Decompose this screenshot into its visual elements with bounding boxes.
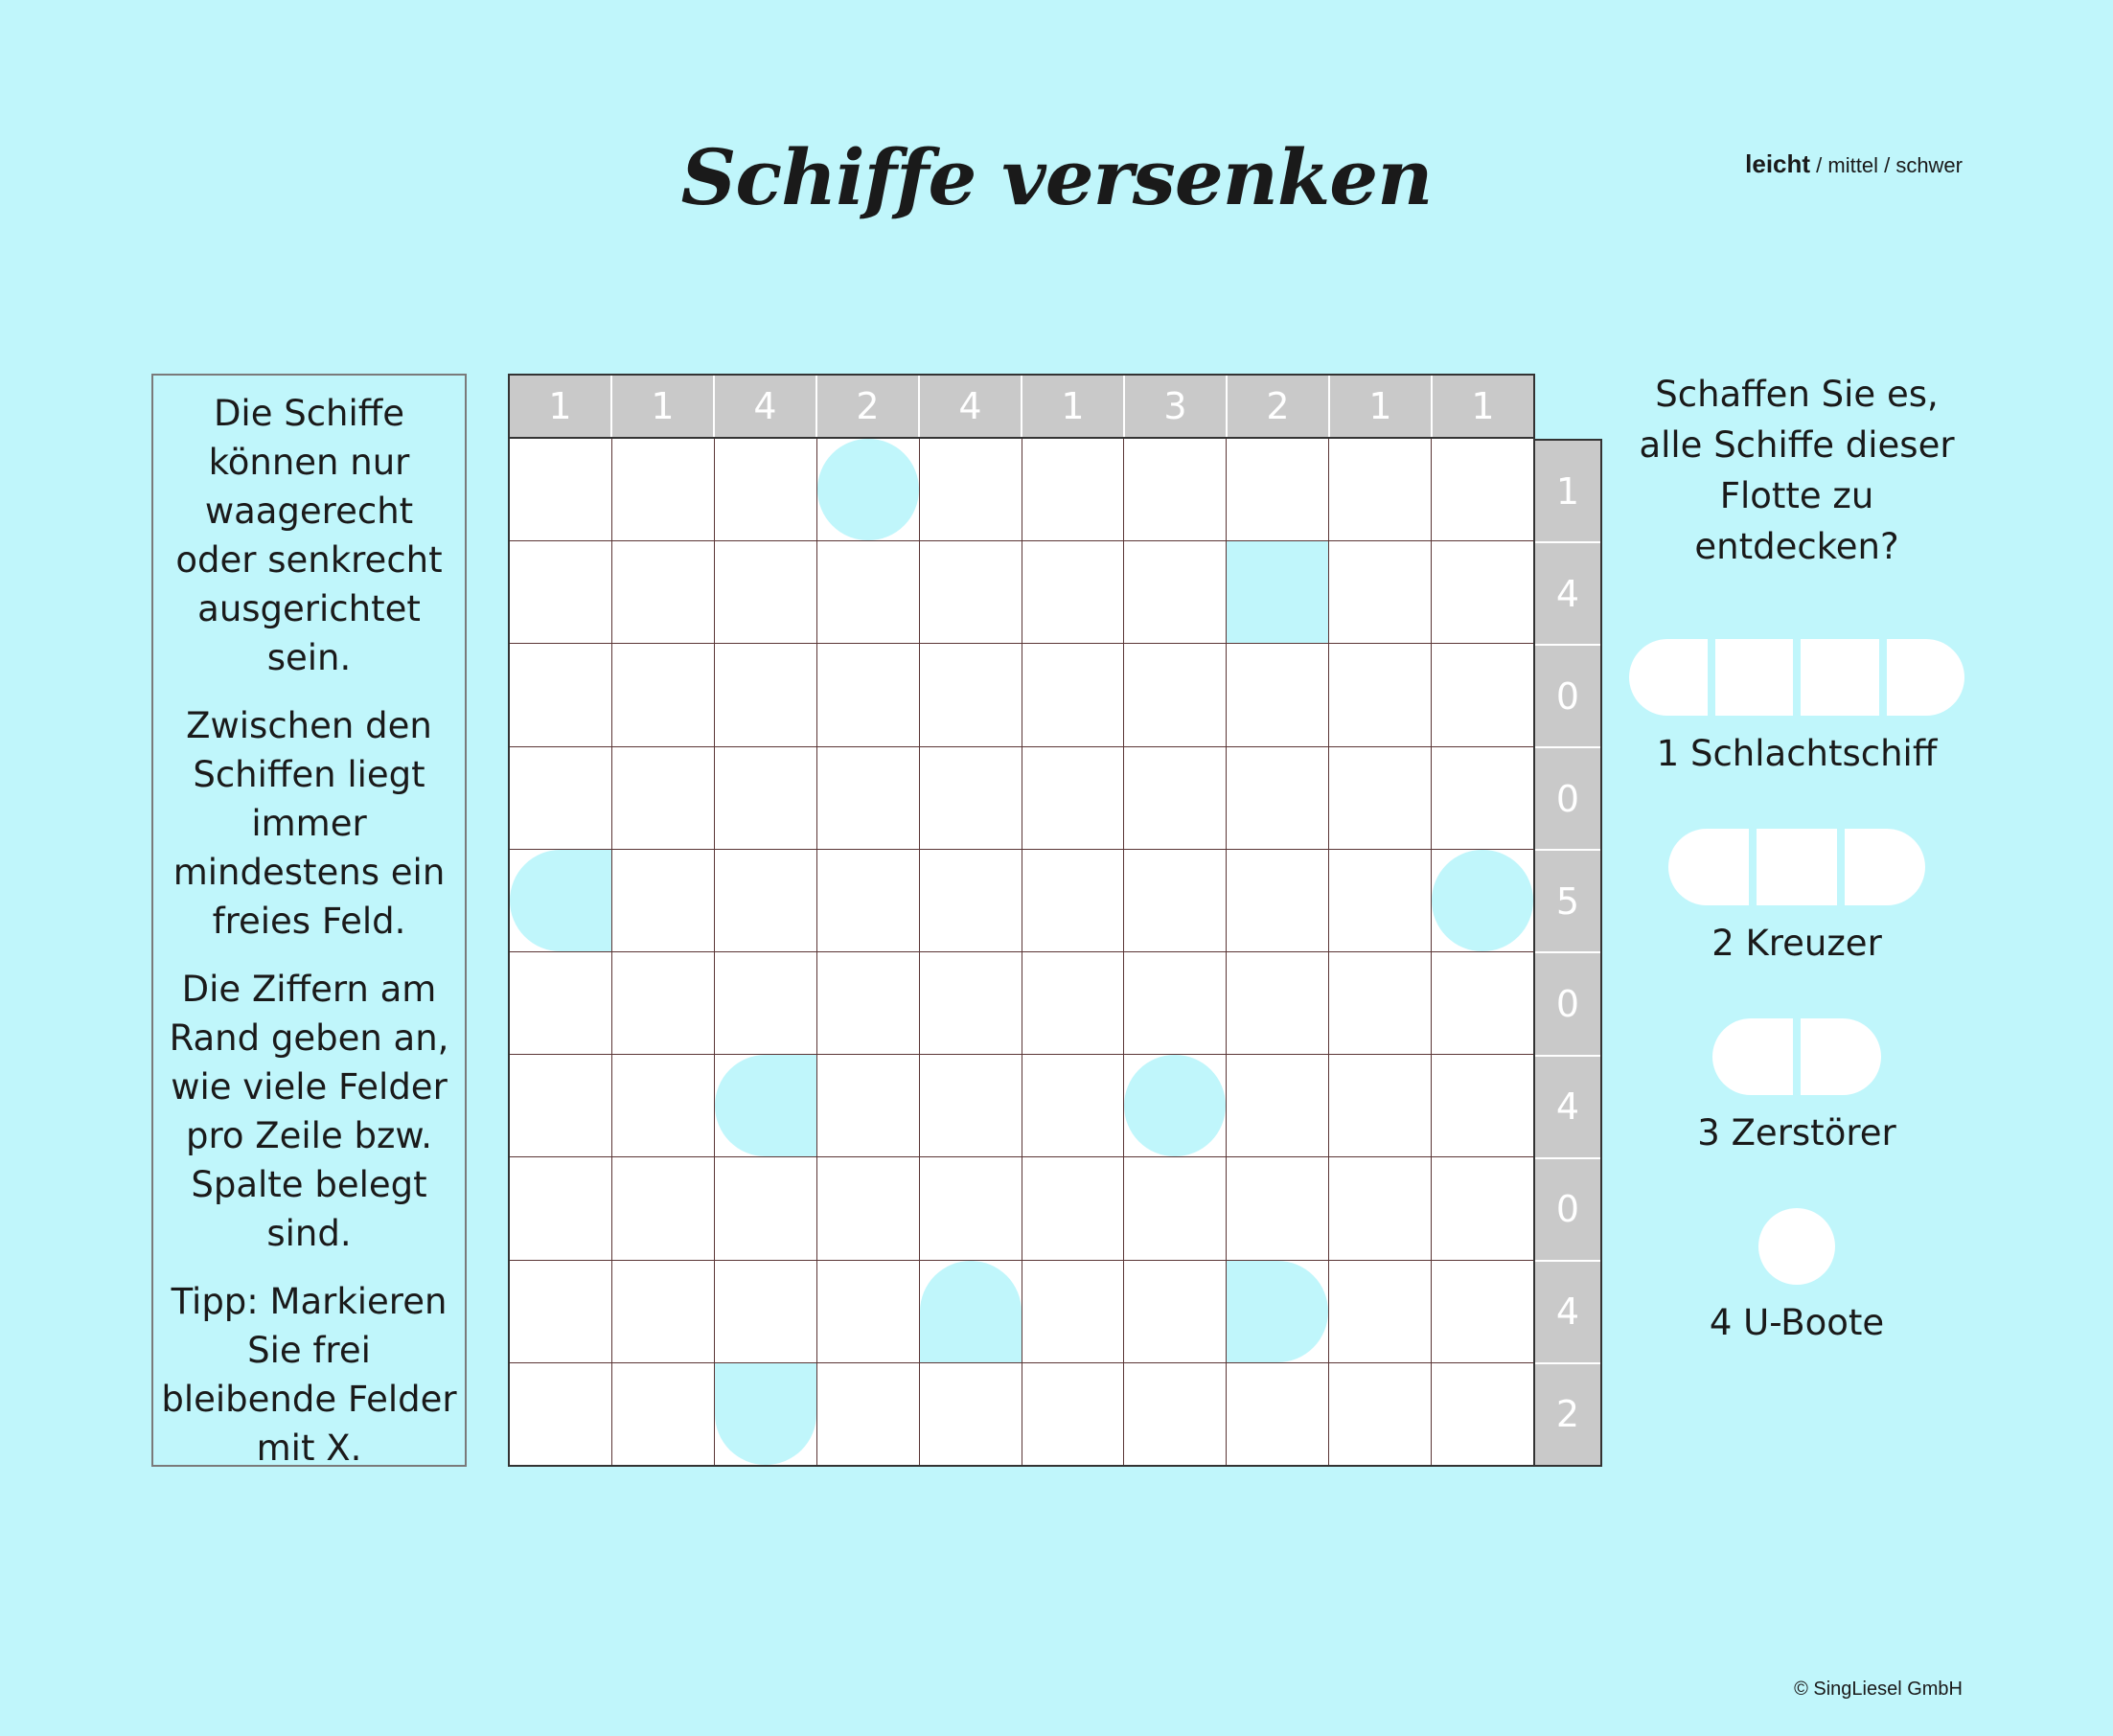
column-clue: 3 bbox=[1125, 376, 1228, 437]
page-title: Schiffe versenken bbox=[680, 132, 1433, 222]
grid-cell[interactable] bbox=[715, 439, 816, 540]
ship-icon bbox=[1629, 1018, 1964, 1095]
grid-cell[interactable] bbox=[1329, 1261, 1431, 1362]
grid-cell[interactable] bbox=[510, 439, 611, 540]
grid-cell[interactable] bbox=[612, 1055, 714, 1156]
grid-cell[interactable] bbox=[817, 952, 919, 1054]
row-clue: 4 bbox=[1535, 1262, 1600, 1364]
ship-segment bbox=[1801, 639, 1879, 716]
grid-cell[interactable] bbox=[1022, 850, 1124, 951]
grid-cell[interactable] bbox=[612, 541, 714, 643]
ship-segment bbox=[1845, 829, 1925, 905]
fleet-prompt: Schaffen Sie es, alle Schiffe dieser Flotte zu entdecken? bbox=[1639, 374, 1955, 567]
grid-cell[interactable] bbox=[817, 1363, 919, 1465]
difficulty-selector bbox=[1745, 149, 1963, 179]
grid-cell[interactable] bbox=[1432, 952, 1533, 1054]
fleet-item bbox=[1629, 639, 1964, 829]
grid-cell[interactable] bbox=[715, 952, 816, 1054]
grid-cell[interactable] bbox=[817, 644, 919, 745]
grid-cell[interactable] bbox=[612, 1363, 714, 1465]
grid-cell[interactable] bbox=[715, 1055, 816, 1156]
row-clue: 0 bbox=[1535, 748, 1600, 851]
grid-cell[interactable] bbox=[1124, 541, 1226, 643]
grid-cell[interactable] bbox=[1227, 644, 1328, 745]
ship-segment bbox=[1887, 639, 1965, 716]
column-clue: 1 bbox=[612, 376, 715, 437]
grid-cell[interactable] bbox=[817, 541, 919, 643]
ship-segment-sub-icon bbox=[1124, 1055, 1226, 1156]
grid-cell[interactable] bbox=[920, 541, 1022, 643]
grid-cell[interactable] bbox=[612, 1157, 714, 1259]
rule-text: Die Schiffe können nur waagerecht oder senkrecht ausgerichtet sein. bbox=[175, 393, 443, 678]
grid-cell[interactable] bbox=[715, 747, 816, 849]
grid-cell[interactable] bbox=[1124, 952, 1226, 1054]
grid-cell[interactable] bbox=[920, 1363, 1022, 1465]
difficulty-easy[interactable]: leicht bbox=[1745, 149, 1811, 178]
fleet-label: 2 Kreuzer bbox=[1711, 923, 1882, 964]
row-clues bbox=[1535, 439, 1602, 1467]
grid-cell[interactable] bbox=[920, 952, 1022, 1054]
grid-cell[interactable] bbox=[1432, 644, 1533, 745]
grid-cell[interactable] bbox=[1022, 1157, 1124, 1259]
row-clue: 2 bbox=[1555, 1393, 1580, 1436]
fleet-label: 3 Zerstörer bbox=[1697, 1112, 1896, 1154]
grid-cell[interactable] bbox=[1227, 1363, 1328, 1465]
ship-segment-right-icon bbox=[1227, 1261, 1328, 1362]
row-clue: 0 bbox=[1535, 953, 1600, 1056]
grid-cell[interactable] bbox=[612, 952, 714, 1054]
grid-cell[interactable] bbox=[1432, 439, 1533, 540]
grid-cell[interactable] bbox=[1124, 747, 1226, 849]
column-clue: 2 bbox=[817, 376, 920, 437]
difficulty-separator: / bbox=[1810, 153, 1828, 177]
ship-segment bbox=[1715, 639, 1794, 716]
grid-cell[interactable] bbox=[510, 1261, 611, 1362]
grid-cell[interactable] bbox=[612, 439, 714, 540]
ship-segment bbox=[1801, 1018, 1881, 1095]
grid-cell[interactable] bbox=[920, 1157, 1022, 1259]
difficulty-separator: / bbox=[1877, 153, 1896, 177]
rule-text: Tipp: Markieren Sie frei bleibende Felder mit X. bbox=[161, 1281, 457, 1469]
grid-cell[interactable] bbox=[1227, 1055, 1328, 1156]
ship-segment bbox=[1668, 829, 1749, 905]
grid-cell[interactable] bbox=[1432, 1055, 1533, 1156]
copyright: © SingLiesel GmbH bbox=[1794, 1679, 1963, 1700]
puzzle-grid bbox=[508, 439, 1535, 1467]
grid-cell[interactable] bbox=[1329, 1055, 1431, 1156]
grid-cell[interactable] bbox=[1432, 541, 1533, 643]
fleet-label: 4 U-Boote bbox=[1709, 1302, 1885, 1343]
grid-cell[interactable] bbox=[817, 747, 919, 849]
grid-cell[interactable] bbox=[510, 747, 611, 849]
grid-cell[interactable] bbox=[1432, 1363, 1533, 1465]
difficulty-hard[interactable]: schwer bbox=[1895, 153, 1963, 177]
grid-cell[interactable] bbox=[1329, 1363, 1431, 1465]
grid-cell[interactable] bbox=[1227, 747, 1328, 849]
fleet-label: 1 Schlachtschiff bbox=[1656, 733, 1938, 774]
grid-cell[interactable] bbox=[1329, 952, 1431, 1054]
grid-cell[interactable] bbox=[715, 1363, 816, 1465]
column-clue: 1 bbox=[1471, 385, 1495, 427]
grid-cell[interactable] bbox=[1022, 541, 1124, 643]
ship-segment-top-icon bbox=[920, 1261, 1022, 1362]
rules-panel bbox=[151, 374, 467, 1467]
grid-cell[interactable] bbox=[1227, 1261, 1328, 1362]
grid-cell[interactable] bbox=[920, 850, 1022, 951]
row-clue: 0 bbox=[1535, 1159, 1600, 1262]
grid-cell[interactable] bbox=[1022, 747, 1124, 849]
grid-cell[interactable] bbox=[1329, 747, 1431, 849]
grid-cell[interactable] bbox=[1329, 439, 1431, 540]
grid-cell[interactable] bbox=[612, 747, 714, 849]
grid-cell[interactable] bbox=[1432, 1261, 1533, 1362]
grid-cell[interactable] bbox=[1432, 747, 1533, 849]
rule-text: Zwischen den Schiffen liegt immer mindestens ein freies Feld. bbox=[172, 705, 446, 942]
grid-cell[interactable] bbox=[920, 747, 1022, 849]
grid-cell[interactable] bbox=[1022, 439, 1124, 540]
grid-cell[interactable] bbox=[1432, 1157, 1533, 1259]
ship-segment-bottom-icon bbox=[715, 1363, 816, 1465]
difficulty-medium[interactable]: mittel bbox=[1827, 153, 1878, 177]
column-clue: 1 bbox=[1022, 376, 1125, 437]
fleet-item bbox=[1629, 1208, 1964, 1398]
fleet-item bbox=[1629, 829, 1964, 1018]
ship-segment-sub-icon bbox=[1432, 850, 1533, 951]
grid-cell[interactable] bbox=[715, 644, 816, 745]
grid-cell[interactable] bbox=[1227, 952, 1328, 1054]
column-clue: 1 bbox=[510, 376, 612, 437]
column-clues bbox=[508, 374, 1535, 439]
grid-cell[interactable] bbox=[715, 850, 816, 951]
column-clue: 4 bbox=[920, 376, 1022, 437]
grid-cell[interactable] bbox=[510, 850, 611, 951]
grid-cell[interactable] bbox=[1124, 1157, 1226, 1259]
grid-cell[interactable] bbox=[1329, 541, 1431, 643]
column-clue: 2 bbox=[1228, 376, 1330, 437]
grid-cell[interactable] bbox=[510, 1157, 611, 1259]
fleet-item bbox=[1629, 1018, 1964, 1208]
grid-cell[interactable] bbox=[1124, 850, 1226, 951]
puzzle-board bbox=[508, 374, 1604, 1467]
ship-icon bbox=[1629, 1208, 1964, 1285]
grid-cell[interactable] bbox=[1227, 541, 1328, 643]
grid-cell[interactable] bbox=[1124, 1363, 1226, 1465]
grid-cell[interactable] bbox=[510, 541, 611, 643]
grid-cell[interactable] bbox=[1124, 644, 1226, 745]
grid-cell[interactable] bbox=[1227, 439, 1328, 540]
fleet-panel bbox=[1629, 369, 1964, 1398]
grid-cell[interactable] bbox=[715, 1157, 816, 1259]
column-clue: 4 bbox=[715, 376, 817, 437]
row-clue: 0 bbox=[1535, 646, 1600, 748]
grid-cell[interactable] bbox=[1329, 1157, 1431, 1259]
grid-cell[interactable] bbox=[920, 644, 1022, 745]
grid-cell[interactable] bbox=[920, 1261, 1022, 1362]
grid-cell[interactable] bbox=[1124, 439, 1226, 540]
grid-cell[interactable] bbox=[1022, 1055, 1124, 1156]
grid-cell[interactable] bbox=[817, 1157, 919, 1259]
grid-cell[interactable] bbox=[612, 1261, 714, 1362]
ship-segment-sub-icon bbox=[817, 439, 919, 540]
grid-cell[interactable] bbox=[715, 541, 816, 643]
grid-cell[interactable] bbox=[817, 850, 919, 951]
grid-cell[interactable] bbox=[1022, 1261, 1124, 1362]
column-clue: 1 bbox=[1330, 376, 1433, 437]
grid-cell[interactable] bbox=[1022, 644, 1124, 745]
grid-cell[interactable] bbox=[1329, 644, 1431, 745]
ship-segment-left-icon bbox=[715, 1055, 816, 1156]
row-clue: 4 bbox=[1535, 1057, 1600, 1159]
ship-icon bbox=[1629, 639, 1964, 716]
ship-segment bbox=[1712, 1018, 1793, 1095]
ship-segment-square-icon bbox=[1227, 541, 1328, 643]
row-clue: 1 bbox=[1535, 441, 1600, 543]
grid-cell[interactable] bbox=[510, 1363, 611, 1465]
grid-cell[interactable] bbox=[817, 439, 919, 540]
grid-cell[interactable] bbox=[1227, 1157, 1328, 1259]
ship-segment bbox=[1758, 1208, 1835, 1285]
grid-cell[interactable] bbox=[510, 644, 611, 745]
fleet-list bbox=[1629, 639, 1964, 1398]
row-clue: 5 bbox=[1535, 851, 1600, 953]
grid-cell[interactable] bbox=[1022, 952, 1124, 1054]
grid-cell[interactable] bbox=[1329, 850, 1431, 951]
rule-text: Die Ziffern am Rand geben an, wie viele Felder pro Zeile bzw. Spalte belegt sind. bbox=[169, 969, 449, 1254]
grid-cell[interactable] bbox=[510, 952, 611, 1054]
grid-cell[interactable] bbox=[817, 1261, 919, 1362]
grid-cell[interactable] bbox=[920, 439, 1022, 540]
ship-segment bbox=[1629, 639, 1708, 716]
grid-cell[interactable] bbox=[612, 850, 714, 951]
grid-cell[interactable] bbox=[715, 1261, 816, 1362]
grid-cell[interactable] bbox=[1227, 850, 1328, 951]
grid-cell[interactable] bbox=[1124, 1261, 1226, 1362]
grid-cell[interactable] bbox=[817, 1055, 919, 1156]
grid-cell[interactable] bbox=[920, 1055, 1022, 1156]
ship-segment bbox=[1757, 829, 1837, 905]
ship-icon bbox=[1629, 829, 1964, 905]
row-clue: 4 bbox=[1535, 543, 1600, 646]
grid-cell[interactable] bbox=[612, 644, 714, 745]
grid-cell[interactable] bbox=[1124, 1055, 1226, 1156]
grid-cell[interactable] bbox=[510, 1055, 611, 1156]
grid-cell[interactable] bbox=[1022, 1363, 1124, 1465]
grid-cell[interactable] bbox=[1432, 850, 1533, 951]
ship-segment-left-icon bbox=[510, 850, 611, 951]
